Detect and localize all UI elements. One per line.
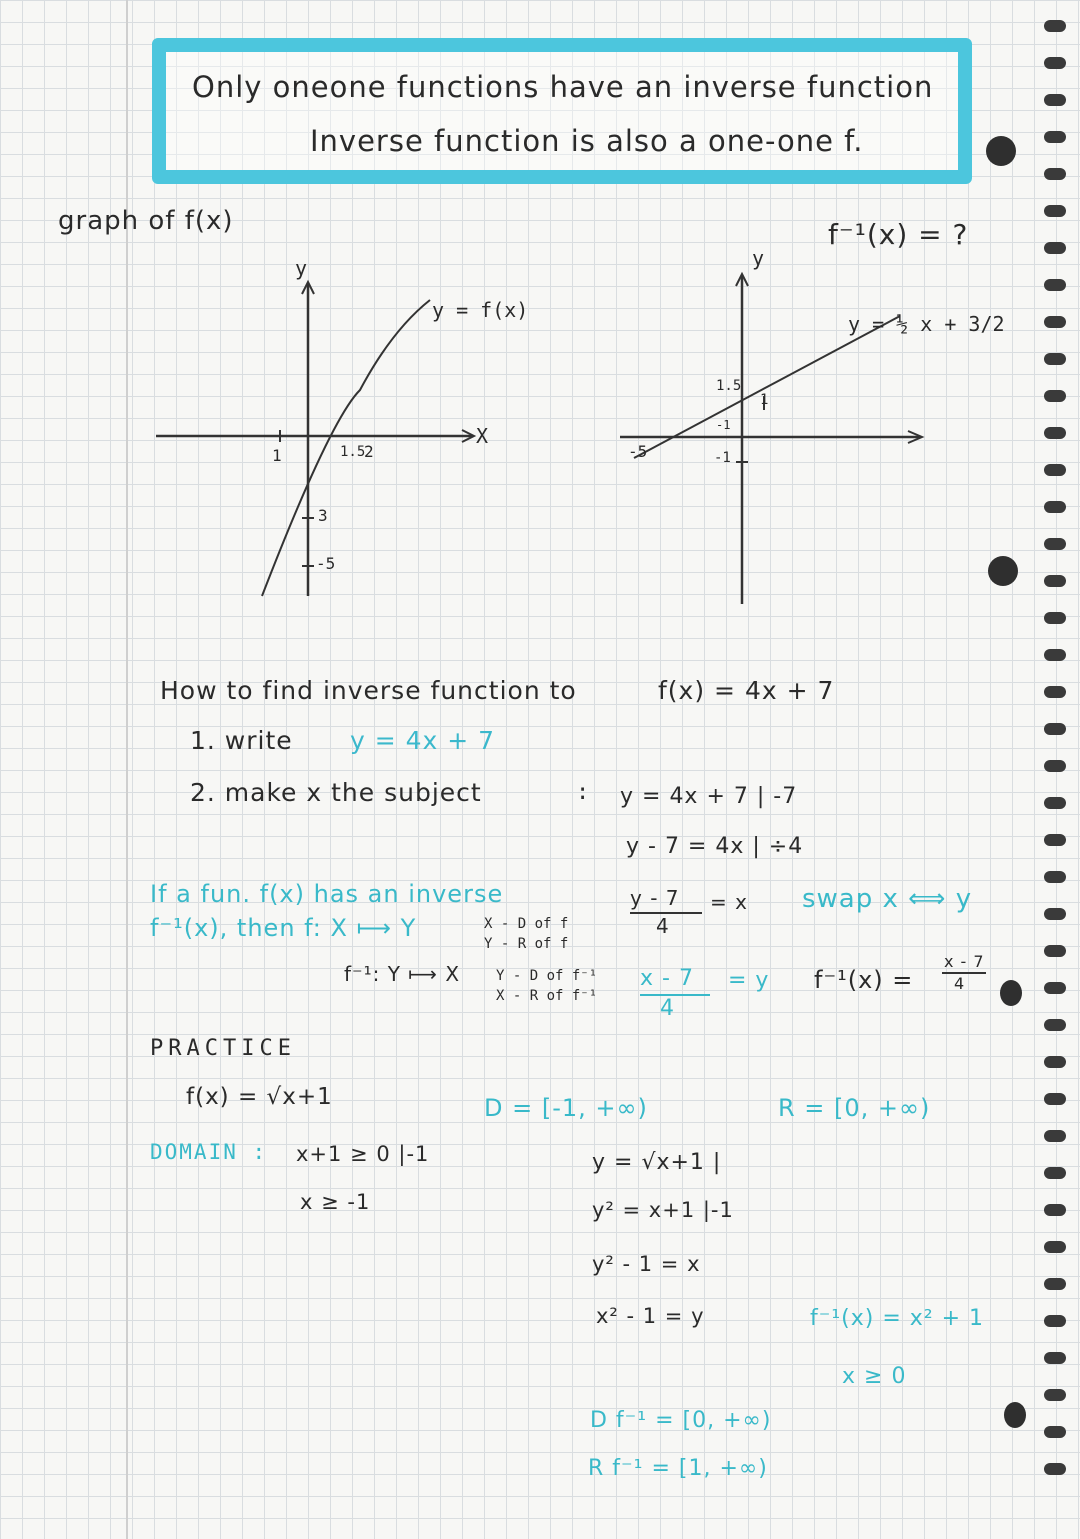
inverse-result: f⁻¹(x) = x² + 1 xyxy=(810,1306,985,1331)
left-tick-x-b: 2 xyxy=(364,442,374,461)
right-line-eq: y = ½ x + 3/2 xyxy=(848,312,1005,336)
def-note-2: Y - R of f xyxy=(484,936,569,952)
spiral-ring xyxy=(1044,1019,1066,1031)
spiral-ring xyxy=(1044,279,1066,291)
solve-4: x² - 1 = y xyxy=(596,1304,705,1328)
spiral-ring xyxy=(1044,1278,1066,1290)
right-tick-y-neg: -1 xyxy=(714,450,731,466)
work-4-den: 4 xyxy=(660,996,675,1021)
def-line-1: If a fun. f(x) has an inverse xyxy=(150,880,504,908)
spiral-ring xyxy=(1044,1426,1066,1438)
spiral-ring xyxy=(1044,612,1066,624)
solve-2: y² = x+1 |-1 xyxy=(592,1198,734,1222)
spiral-ring xyxy=(1044,464,1066,476)
spiral-binding xyxy=(1044,20,1074,1520)
result-den: 4 xyxy=(954,974,966,993)
spiral-ring xyxy=(1044,871,1066,883)
spiral-ring xyxy=(1044,723,1066,735)
domain-eq: x+1 ≥ 0 |-1 xyxy=(296,1142,430,1166)
step2-colon: : xyxy=(576,780,590,805)
graph-left-title: graph of f(x) xyxy=(58,206,234,236)
practice-fx: f(x) = √x+1 xyxy=(186,1084,333,1110)
work-line-1: y = 4x + 7 | -7 xyxy=(620,784,798,809)
spiral-ring xyxy=(1044,649,1066,661)
work-3-den: 4 xyxy=(656,914,670,938)
practice-title: PRACTICE xyxy=(150,1036,296,1061)
spiral-ring xyxy=(1044,20,1066,32)
domain-result: x ≥ -1 xyxy=(300,1190,371,1214)
left-tick-x-a: 1.5 xyxy=(340,444,366,460)
spiral-ring xyxy=(1044,575,1066,587)
work-3-rhs: = x xyxy=(710,890,748,914)
def-line-3: f⁻¹: Y ⟼ X xyxy=(344,962,461,986)
spiral-ring xyxy=(1044,1389,1066,1401)
domain-D: D = [-1, +∞) xyxy=(484,1094,648,1122)
spiral-ring xyxy=(1044,945,1066,957)
def-note-3: Y - D of f⁻¹ xyxy=(496,968,598,984)
spiral-ring xyxy=(1044,131,1066,143)
graph-right-title: f⁻¹(x) = ? xyxy=(828,218,969,251)
spiral-ring xyxy=(1044,57,1066,69)
right-tick-y-small: -1 xyxy=(716,418,731,432)
punch-hole xyxy=(1000,980,1022,1006)
solve-1: y = √x+1 | xyxy=(592,1150,722,1175)
spiral-ring xyxy=(1044,1167,1066,1179)
spiral-ring xyxy=(1044,538,1066,550)
spiral-ring xyxy=(1044,1093,1066,1105)
punch-hole xyxy=(986,136,1016,166)
inverse-condition: x ≥ 0 xyxy=(842,1364,907,1389)
spiral-ring xyxy=(1044,908,1066,920)
spiral-ring xyxy=(1044,427,1066,439)
spiral-ring xyxy=(1044,1130,1066,1142)
method-fx: f(x) = 4x + 7 xyxy=(658,676,835,705)
domain-label: DOMAIN : xyxy=(150,1140,268,1164)
spiral-ring xyxy=(1044,982,1066,994)
def-note-1: X - D of f xyxy=(484,916,569,932)
method-heading: How to find inverse function to xyxy=(160,676,577,705)
left-tick-y-b: -5 xyxy=(316,554,336,573)
work-3-num: y - 7 xyxy=(630,886,680,910)
box-line-2: Inverse function is also a one-one f. xyxy=(310,124,864,158)
spiral-ring xyxy=(1044,316,1066,328)
work-4-num: x - 7 xyxy=(640,966,694,991)
spiral-ring xyxy=(1044,94,1066,106)
solve-3: y² - 1 = x xyxy=(592,1252,701,1276)
spiral-ring xyxy=(1044,760,1066,772)
step1-eq: y = 4x + 7 xyxy=(350,726,496,755)
spiral-ring xyxy=(1044,797,1066,809)
spiral-ring xyxy=(1044,205,1066,217)
spiral-ring xyxy=(1044,1315,1066,1327)
box-line-1: Only oneone functions have an inverse function xyxy=(192,70,934,104)
left-axis-y: y xyxy=(295,256,308,280)
range-R: R = [0, +∞) xyxy=(778,1094,931,1122)
inverse-domain: D f⁻¹ = [0, +∞) xyxy=(590,1408,772,1433)
right-tick-x: -5 xyxy=(628,442,648,461)
spiral-ring xyxy=(1044,1056,1066,1068)
left-curve-label: y = f(x) xyxy=(432,298,529,322)
inverse-range: R f⁻¹ = [1, +∞) xyxy=(588,1456,768,1481)
punch-hole xyxy=(1004,1402,1026,1428)
def-note-4: X - R of f⁻¹ xyxy=(496,988,598,1004)
work-4-rhs: = y xyxy=(728,968,770,993)
spiral-ring xyxy=(1044,353,1066,365)
spiral-ring xyxy=(1044,1241,1066,1253)
def-line-2: f⁻¹(x), then f: X ⟼ Y xyxy=(150,914,417,942)
swap-note: swap x ⟺ y xyxy=(802,884,973,914)
right-tick-y: 1.5 xyxy=(716,378,742,394)
spiral-ring xyxy=(1044,1204,1066,1216)
spiral-ring xyxy=(1044,242,1066,254)
result-num: x - 7 xyxy=(944,952,985,971)
spiral-ring xyxy=(1044,168,1066,180)
work-4-bar xyxy=(640,994,710,996)
left-axis-x: X xyxy=(476,424,489,448)
spiral-ring xyxy=(1044,1463,1066,1475)
left-tick-x-neg: 1 xyxy=(272,446,282,465)
spiral-ring xyxy=(1044,390,1066,402)
spiral-ring xyxy=(1044,686,1066,698)
right-tick-x-pos: 1 xyxy=(760,392,769,408)
spiral-ring xyxy=(1044,1352,1066,1364)
step1-label: 1. write xyxy=(190,726,293,755)
spiral-ring xyxy=(1044,501,1066,513)
right-axis-y: y xyxy=(752,246,765,270)
spiral-ring xyxy=(1044,834,1066,846)
work-line-2: y - 7 = 4x | ÷4 xyxy=(626,834,804,859)
step2-label: 2. make x the subject xyxy=(190,778,482,807)
punch-hole xyxy=(988,556,1018,586)
left-tick-y-a: 3 xyxy=(318,506,328,525)
result-label: f⁻¹(x) = xyxy=(814,966,914,994)
